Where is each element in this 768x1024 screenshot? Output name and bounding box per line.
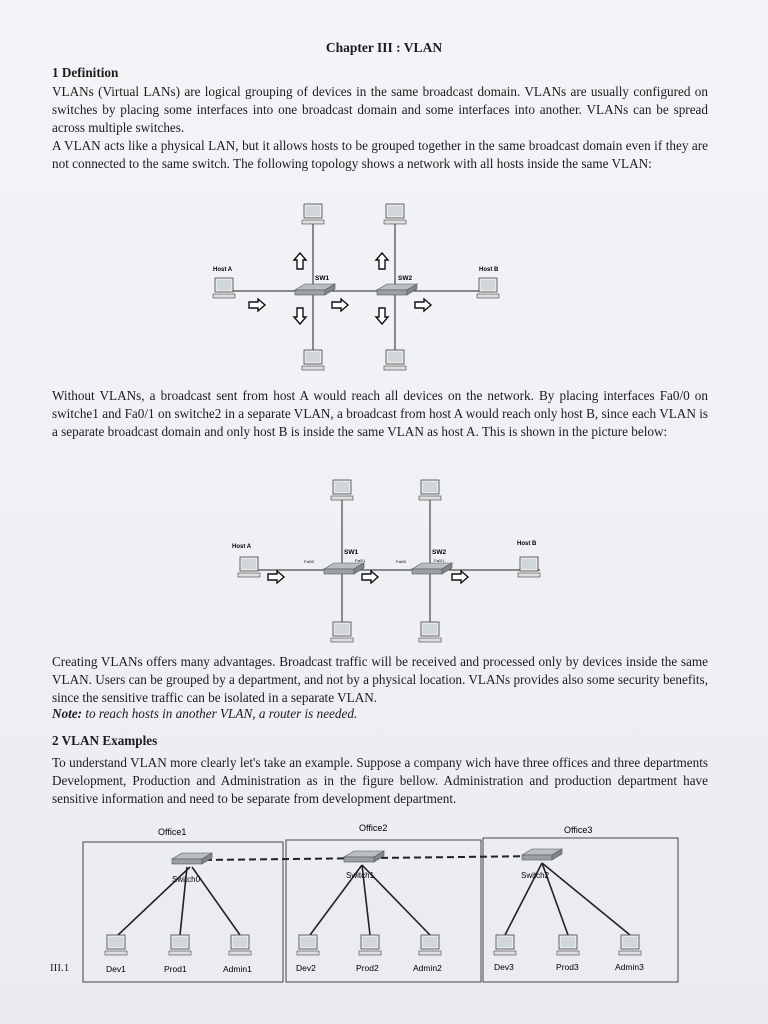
pc-icon bbox=[331, 480, 353, 500]
arrow-up-icon bbox=[376, 253, 388, 269]
pc-icon bbox=[331, 622, 353, 642]
pc-icon bbox=[384, 350, 406, 370]
sw1-port-right: Fa0/1 bbox=[355, 558, 366, 563]
host-label-dev3: Dev3 bbox=[494, 962, 514, 972]
pc-icon bbox=[169, 935, 191, 955]
pc-icon bbox=[238, 557, 260, 577]
switch-icon bbox=[324, 563, 364, 574]
host-label-prod3: Prod3 bbox=[556, 962, 579, 972]
note bbox=[52, 706, 357, 722]
host-label-prod2: Prod2 bbox=[356, 963, 379, 973]
office-box bbox=[483, 838, 678, 982]
switch-icon bbox=[344, 851, 384, 862]
figure-label: III.1 bbox=[50, 962, 70, 974]
section1-paragraph-3: Without VLANs, a broadcast sent from host A would reach all devices on the network. By placing interfaces Fa0/0 on switche1 and Fa0/1 on switche2 in a separate VLAN, a broadcast from host A would reach only host B, since each VLAN is a separate broadcast domain and only host B is inside the same VLAN as host A. This is shown in the picture below: bbox=[52, 388, 708, 440]
switch-icon bbox=[377, 284, 417, 295]
sw2-port-left: Fa0/0 bbox=[396, 559, 407, 564]
section2-paragraph-1: To understand VLAN more clearly let's take an example. Suppose a company wich have three offices and three departments Development, Production and Administration as in the figure bellow. Administration and production department have sensitive information and need to be separate from development department. bbox=[52, 755, 708, 807]
switch0-label: Switch0 bbox=[172, 875, 201, 884]
pc-icon bbox=[384, 204, 406, 224]
pc-icon bbox=[494, 935, 516, 955]
sw2-label: SW2 bbox=[398, 275, 413, 282]
section1-paragraph-1: VLANs (Virtual LANs) are logical grouping of devices in the same broadcast domain. VLANs are usually configured on switches by placing some interfaces into one broadcast domain and some interfaces into another. VLANs can be spread across multiple switches. bbox=[52, 84, 708, 136]
office-box bbox=[286, 840, 481, 982]
host-label-admin3: Admin3 bbox=[615, 962, 644, 972]
arrow-down-icon bbox=[294, 308, 306, 324]
host-label-prod1: Prod1 bbox=[164, 964, 187, 974]
office3-label: Office3 bbox=[564, 825, 593, 835]
pc-icon bbox=[302, 204, 324, 224]
switch1-label: Switch1 bbox=[346, 871, 375, 880]
host-b-label: Host B bbox=[479, 267, 499, 273]
pc-icon bbox=[229, 935, 251, 955]
sw1-label: SW1 bbox=[344, 549, 359, 556]
pc-icon bbox=[359, 935, 381, 955]
office1-label: Office1 bbox=[158, 827, 187, 837]
pc-icon bbox=[297, 935, 319, 955]
pc-icon bbox=[619, 935, 641, 955]
pc-icon bbox=[213, 278, 235, 298]
section1-paragraph-2: A VLAN acts like a physical LAN, but it allows hosts to be grouped together in the same broadcast domain even if they are not connected to the same switch. The following topology shows a network with all hosts inside the same VLAN: bbox=[52, 138, 708, 172]
pc-icon bbox=[302, 350, 324, 370]
figure-company-offices bbox=[80, 815, 680, 985]
host-label-dev2: Dev2 bbox=[296, 963, 316, 973]
chapter-title: Chapter III : VLAN bbox=[325, 40, 443, 55]
switch-icon bbox=[295, 284, 335, 295]
pc-icon bbox=[105, 935, 127, 955]
arrow-right-icon bbox=[268, 571, 284, 583]
host-label-admin1: Admin1 bbox=[223, 964, 252, 974]
arrow-right-icon bbox=[452, 571, 468, 583]
arrow-right-icon bbox=[332, 299, 348, 311]
note-text: to reach hosts in another VLAN, a router is needed. bbox=[82, 706, 358, 721]
arrow-up-icon bbox=[294, 253, 306, 269]
sw2-port-right: Fa0/1 bbox=[434, 558, 445, 563]
pc-icon bbox=[557, 935, 579, 955]
arrow-right-icon bbox=[362, 571, 378, 583]
section1-paragraph-4: Creating VLANs offers many advantages. Broadcast traffic will be received and processed only by devices inside the same VLAN. Users can be grouped by a department, and not by a physical location. VLANs provides also some security benefits, since the sensitive traffic can be isolated in a separate VLAN. bbox=[52, 654, 708, 706]
arrow-right-icon bbox=[415, 299, 431, 311]
pc-icon bbox=[419, 480, 441, 500]
sw1-label: SW1 bbox=[315, 275, 330, 282]
host-a-label: Host A bbox=[213, 267, 233, 273]
switch-icon bbox=[522, 849, 562, 860]
host-a-label: Host A bbox=[232, 544, 252, 550]
host-b-label: Host B bbox=[517, 541, 537, 547]
switch2-label: Switch2 bbox=[521, 871, 550, 880]
host-label-admin2: Admin2 bbox=[413, 963, 442, 973]
figure-topology-single-vlan bbox=[195, 198, 515, 378]
arrow-down-icon bbox=[376, 308, 388, 324]
pc-icon bbox=[477, 278, 499, 298]
host-label-dev1: Dev1 bbox=[106, 964, 126, 974]
pc-icon bbox=[419, 622, 441, 642]
office2-label: Office2 bbox=[359, 823, 388, 833]
arrow-right-icon bbox=[249, 299, 265, 311]
pc-icon bbox=[419, 935, 441, 955]
sw1-port-left: Fa0/0 bbox=[304, 559, 315, 564]
note-label: Note: bbox=[52, 706, 83, 721]
switch-icon bbox=[172, 853, 212, 864]
switch-icon bbox=[412, 563, 452, 574]
section2-heading: 2 VLAN Examples bbox=[52, 733, 158, 748]
sw2-label: SW2 bbox=[432, 549, 447, 556]
section1-heading: 1 Definition bbox=[52, 65, 119, 80]
pc-icon bbox=[518, 557, 540, 577]
figure-topology-separate-vlan bbox=[220, 472, 560, 652]
